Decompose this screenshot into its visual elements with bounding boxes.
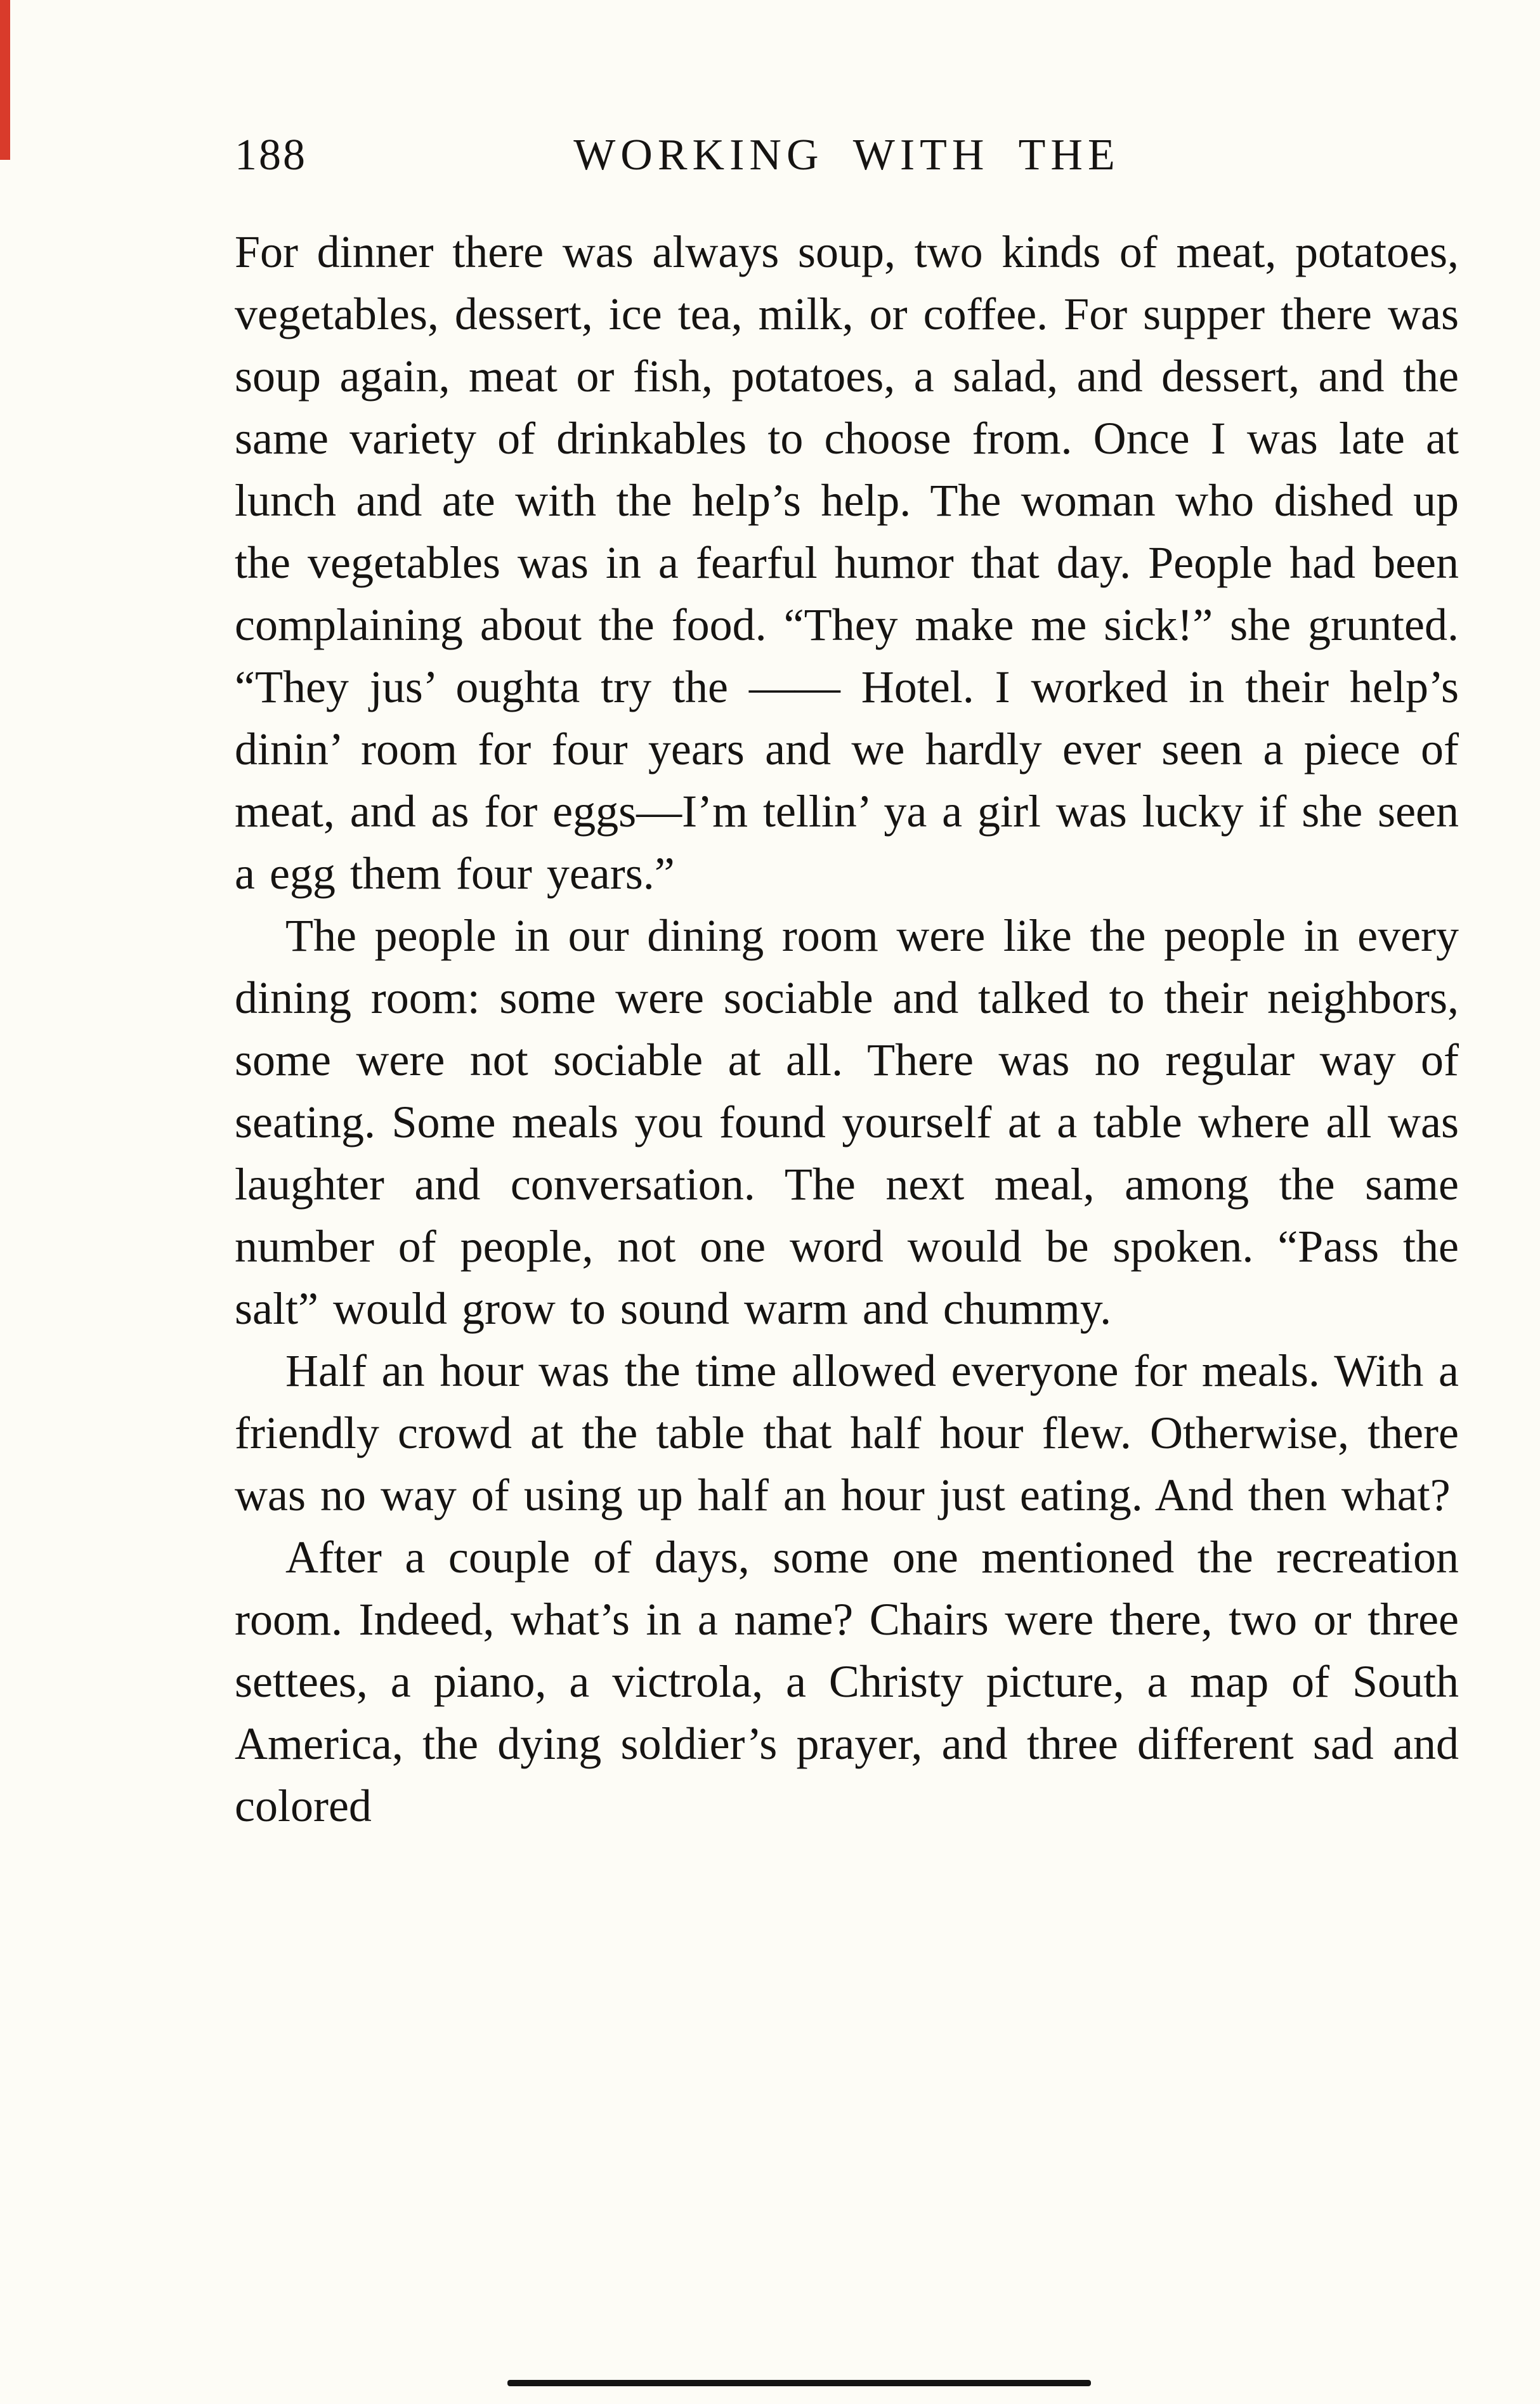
page-header [235,130,1459,200]
running-header: WORKING WITH THE [573,131,1120,180]
page-number: 188 [235,131,307,180]
scan-artifact-red-strip [0,0,10,160]
paragraph: The people in our dining room were like the people in every dining room: some were sociable and talked to their neighbors, some were not sociable at all. There was no regular way of seating. Some meals you found yourself at a table where all was laughter and conversation. The next meal, among the same number of people, not one word would be spoken. “Pass the salt” would grow to sound warm and chummy. [235,910,1459,1334]
scan-artifact-bottom-bar [507,2380,1091,2386]
paragraph: After a couple of days, some one mentioned the recreation room. Indeed, what’s in a name? Chairs were there, two or three settees, a piano, a victrola, a Christy picture, a map of South America, the dying soldier’s prayer, and three different sad and colored [235,1532,1459,1831]
paragraph: For dinner there was always soup, two kinds of meat, potatoes, vegetables, dessert, ice tea, milk, or coffee. For supper there was soup again, meat or fish, potatoes, a salad, and dessert, and the same variety of drinkables to choose from. Once I was late at lunch and ate with the help’s help. The woman who dished up the vegetables was in a fearful humor that day. People had been complaining about the food. “They make me sick!” she grunted. “They jus’ oughta try the —— Hotel. I worked in their help’s dinin’ room for four years and we hardly ever seen a piece of meat, and as for eggs—I’m tellin’ ya a girl was lucky if she seen a egg them four years.” [235,226,1459,899]
page-text-block [235,221,1459,1837]
paragraph: Half an hour was the time allowed everyone for meals. With a friendly crowd at the table that half hour flew. Otherwise, there was no way of using up half an hour just eating. And then what? [235,1345,1459,1520]
